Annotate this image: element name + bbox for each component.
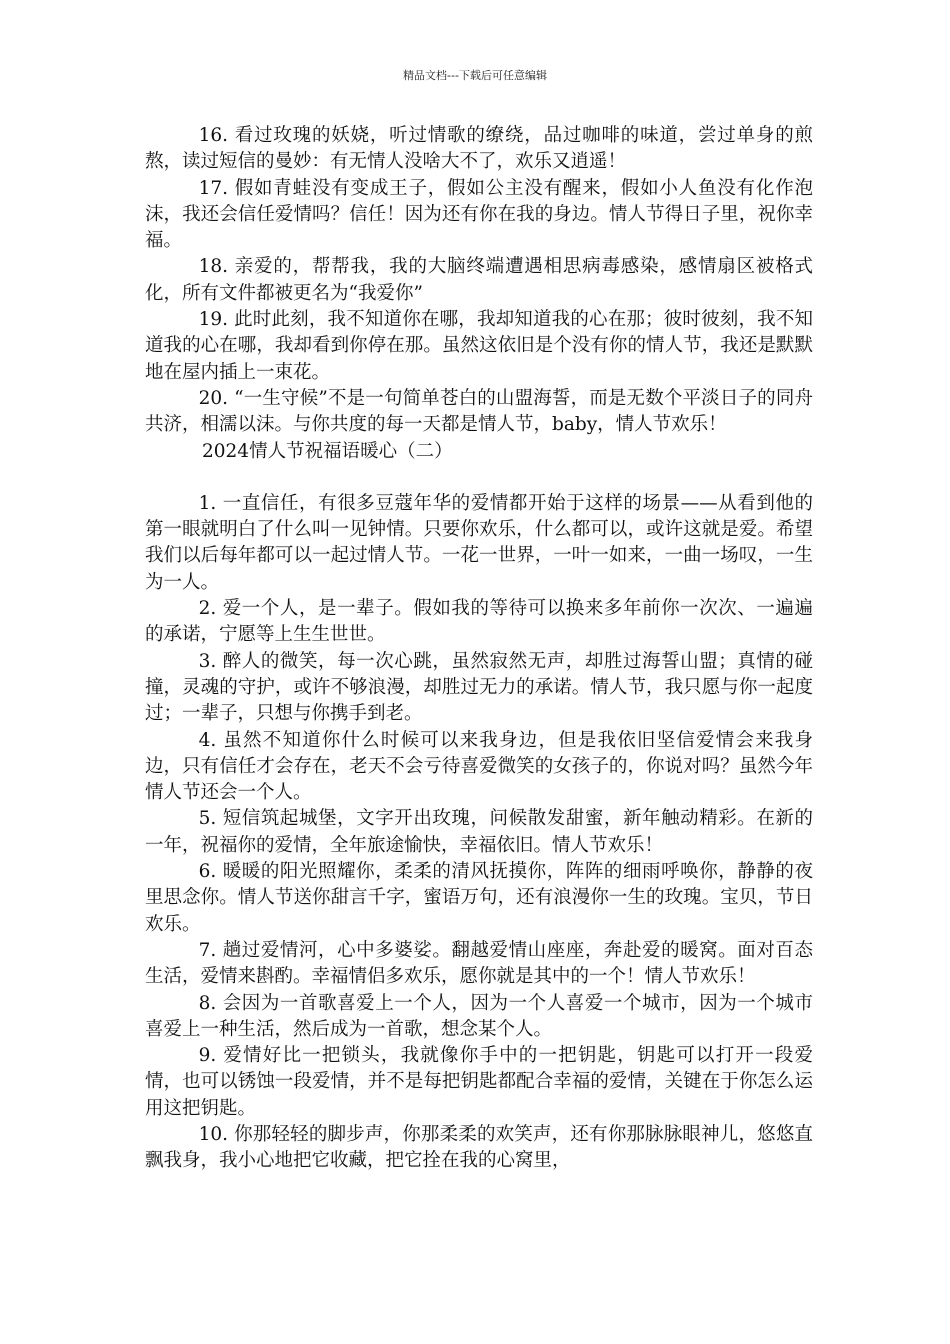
paragraph-10: 10. 你那轻轻的脚步声，你那柔柔的欢笑声，还有你那脉脉眼神儿，悠悠直飘我身，我小心地把它收藏，把它拴在我的心窝里， <box>145 1123 813 1172</box>
paragraph-3: 3. 醉人的微笑，每一次心跳，虽然寂然无声，却胜过海誓山盟；真情的碰撞，灵魂的守护，或许不够浪漫，却胜过无力的承诺。情人节，我只愿与你一起度过；一辈子，只想与你携手到老。 <box>145 650 813 725</box>
paragraph-20: 20. “一生守候”不是一句简单苍白的山盟海誓，而是无数个平淡日子的同舟共济，相濡以沫。与你共度的每一天都是情人节，baby，情人节欢乐！ <box>145 387 813 436</box>
paragraph-19: 19. 此时此刻，我不知道你在哪，我却知道我的心在那；彼时彼刻，我不知道我的心在哪，我却看到你停在那。虽然这依旧是个没有你的情人节，我还是默默地在屋内插上一束花。 <box>145 309 813 383</box>
paragraph-6: 6. 暖暖的阳光照耀你，柔柔的清风抚摸你，阵阵的细雨呼唤你，静静的夜里思念你。情人节送你甜言千字，蜜语万句，还有浪漫你一生的玫瑰。宝贝，节日欢乐。 <box>145 861 813 935</box>
paragraph-9: 9. 爱情好比一把锁头，我就像你手中的一把钥匙，钥匙可以打开一段爱情，也可以锈蚀一段爱情，并不是每把钥匙都配合幸福的爱情，关键在于你怎么运用这把钥匙。 <box>145 1045 813 1119</box>
paragraph-1: 1. 一直信任，有很多豆蔻年华的爱情都开始于这样的场景——从看到他的第一眼就明白了什么叫一见钟情。只要你欢乐，什么都可以，或许这就是爱。希望我们以后每年都可以一起过情人节。一花一世界，一叶一如来，一曲一场叹，一生为一人。 <box>145 492 813 593</box>
blank-line <box>145 465 813 491</box>
paragraph-2: 2. 爱一个人，是一辈子。假如我的等待可以换来多年前你一次次、一遍遍的承诺，宁愿等上生生世世。 <box>145 598 813 646</box>
document-body <box>145 123 813 1175</box>
paragraph-16: 16. 看过玫瑰的妖娆，听过情歌的缭绕，品过咖啡的味道，尝过单身的煎熬，读过短信的曼妙：有无情人没啥大不了，欢乐又逍遥！ <box>145 125 813 173</box>
paragraph-8: 8. 会因为一首歌喜爱上一个人，因为一个人喜爱一个城市，因为一个城市喜爱上一种生活，然后成为一首歌，想念某个人。 <box>145 992 813 1040</box>
paragraph-7: 7. 趟过爱情河，心中多婆娑。翻越爱情山座座，奔赴爱的暖窝。面对百态生活，爱情来斟酌。幸福情侣多欢乐，愿你就是其中的一个！情人节欢乐！ <box>145 939 813 988</box>
paragraph-18: 18. 亲爱的，帮帮我，我的大脑终端遭遇相思病毒感染，感情扇区被格式化，所有文件都被更名为“我爱你” <box>145 256 813 304</box>
section-heading: 2024情人节祝福语暖心（二） <box>202 440 453 462</box>
paragraph-4: 4. 虽然不知道你什么时候可以来我身边，但是我依旧坚信爱情会来我身边，只有信任才会存在，老天不会亏待喜爱微笑的女孩子的，你说对吗？虽然今年情人节还会一个人。 <box>145 729 813 804</box>
paragraph-17: 17. 假如青蛙没有变成王子，假如公主没有醒来，假如小人鱼没有化作泡沫，我还会信任爱情吗？信任！因为还有你在我的身边。情人节得日子里，祝你幸福。 <box>145 177 813 252</box>
page-header: 精品文档---下载后可任意编辑 <box>403 69 547 82</box>
paragraph-5: 5. 短信筑起城堡，文字开出玫瑰，问候散发甜蜜，新年触动精彩。在新的一年，祝福你的爱情，全年旅途愉快，幸福依旧。情人节欢乐！ <box>145 808 813 856</box>
